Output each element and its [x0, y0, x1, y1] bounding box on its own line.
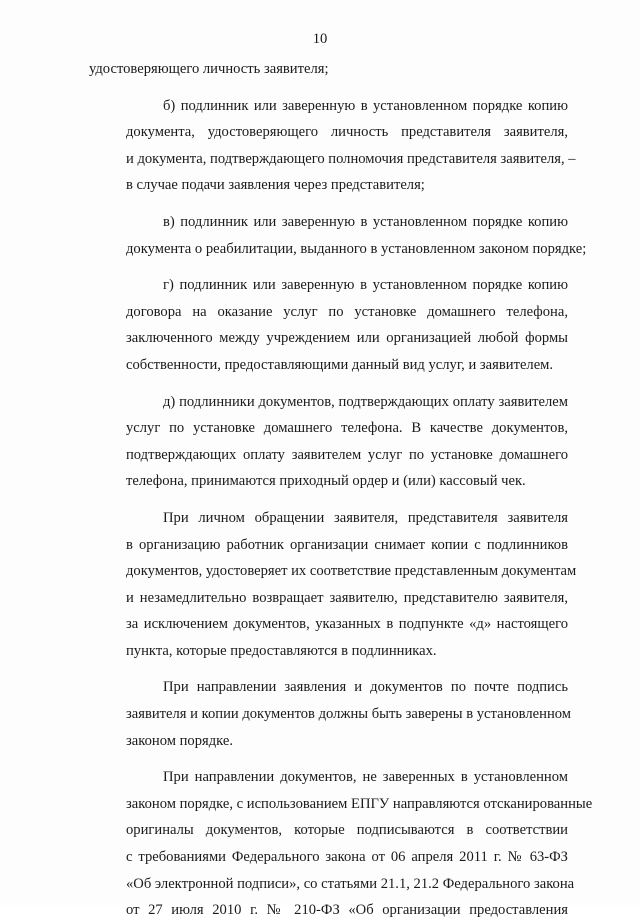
text-line: от 27 июля 2010 г. № 210-ФЗ «Об организации предоставления [126, 902, 568, 919]
text-line: д) подлинники документов, подтверждающих оплату заявителем [163, 393, 568, 410]
text-line: в случае подачи заявления через представителя; [126, 177, 425, 194]
text-line: пункта, которые предоставляются в подлинниках. [126, 642, 437, 659]
text-line: документа о реабилитации, выданного в установленном законом порядке; [126, 240, 587, 257]
paragraph-personal-visit [89, 505, 577, 665]
text-line: «Об электронной подписи», со статьями 21.1, 21.2 Федерального закона [126, 875, 575, 892]
text-line: удостоверяющего личность заявителя; [89, 61, 329, 77]
paragraph-item-g [89, 272, 568, 378]
text-line: г) подлинник или заверенную в установленном порядке копию [163, 277, 568, 294]
text-line: заявителя и копии документов должны быть заверены в установленном [126, 706, 572, 723]
text-line: в организацию работник организации снимает копии с подлинников [126, 536, 568, 553]
paragraph-item-d [89, 389, 568, 495]
text-line: за исключением документов, указанных в подпункте «д» настоящего [126, 616, 568, 633]
text-line: документа, удостоверяющего личность представителя заявителя, [126, 124, 568, 141]
text-line: и документа, подтверждающего полномочия представителя заявителя, – [126, 150, 576, 167]
paragraph-epgu [89, 764, 593, 924]
paragraph-by-mail [89, 674, 572, 754]
text-line: услуг по установке домашнего телефона. В качестве документов, [126, 420, 568, 437]
document-body [89, 56, 593, 924]
text-line: законом порядке, с использованием ЕПГУ направляются отсканированные [126, 795, 593, 812]
paragraph-continuation [89, 56, 568, 83]
text-line: собственности, предоставляющими данный вид услуг, и заявителем. [126, 356, 554, 373]
page-number: 10 [312, 31, 328, 47]
paragraph-item-v [89, 209, 587, 262]
text-line: заключенного между учреждением или организацией любой формы [126, 330, 568, 347]
text-line: б) подлинник или заверенную в установленном порядке копию [163, 97, 568, 114]
paragraph-item-b [89, 93, 576, 199]
text-line: документов, удостоверяет их соответствие представленным документам [126, 563, 577, 580]
text-line: При направлении документов, не заверенных в установленном [163, 769, 568, 786]
text-line: При направлении заявления и документов по почте подпись [163, 679, 568, 696]
text-line: договора на оказание услуг по установке домашнего телефона, [126, 303, 568, 320]
text-line: оригиналы документов, которые подписываются в соответствии [126, 822, 568, 839]
text-line: законом порядке. [126, 732, 233, 749]
text-line: подтверждающих оплату заявителем услуг по установке домашнего [126, 446, 568, 463]
text-line: При личном обращении заявителя, представителя заявителя [163, 509, 568, 526]
text-line: и незамедлительно возвращает заявителю, представителю заявителя, [126, 589, 568, 606]
text-line: телефона, принимаются приходный ордер и (или) кассовый чек. [126, 473, 526, 490]
text-line: с требованиями Федерального закона от 06 апреля 2011 г. № 63-ФЗ [126, 849, 568, 866]
text-line: в) подлинник или заверенную в установленном порядке копию [163, 213, 568, 230]
